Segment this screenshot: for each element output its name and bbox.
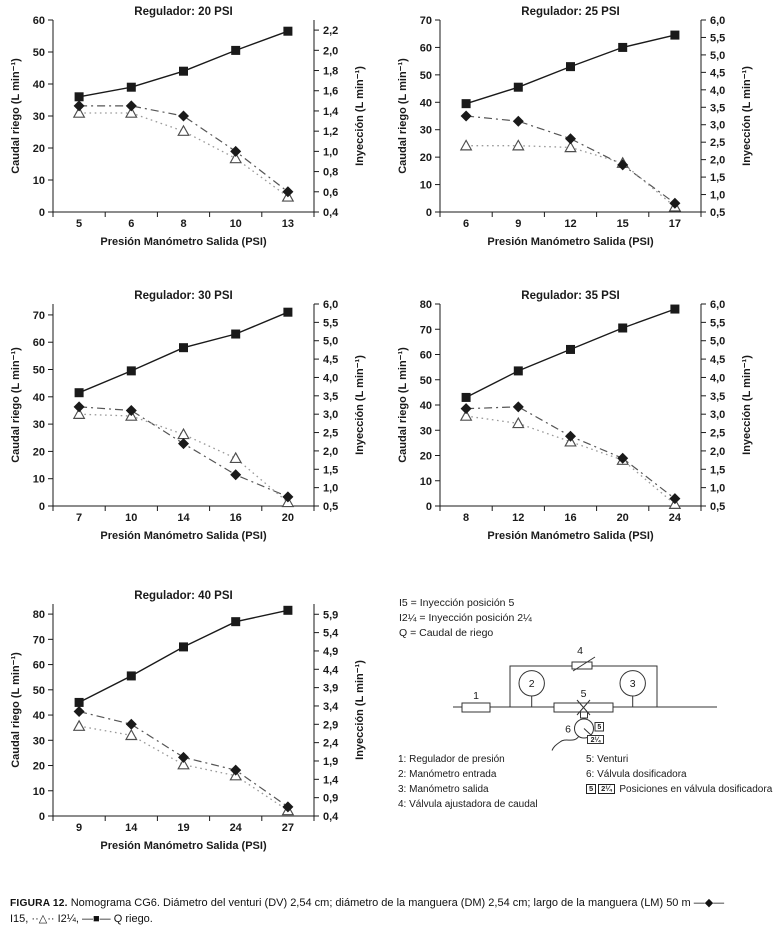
diamond-marker <box>230 765 241 776</box>
x-tick-label: 13 <box>281 218 295 230</box>
x-tick-label: 6 <box>128 218 135 230</box>
x-tick-label: 5 <box>76 218 83 230</box>
x-axis <box>53 212 314 248</box>
left-tick-label: 0 <box>38 811 45 823</box>
right-tick-label: 1,2 <box>323 126 339 139</box>
dosing-valve-number-label: 6 <box>565 723 571 736</box>
right-tick-label: 4,5 <box>710 67 726 80</box>
right-tick-label: 1,5 <box>710 464 726 477</box>
right-tick-label: 3,5 <box>710 102 726 115</box>
position-2-1-4-label: 2¼ <box>590 736 601 744</box>
square-marker <box>75 698 84 707</box>
left-tick-label: 60 <box>419 349 432 362</box>
left-tick-label: 60 <box>419 42 432 55</box>
flow-valve-number-label: 4 <box>577 645 583 657</box>
right-tick-label: 6,0 <box>323 299 339 311</box>
right-tick-label: 1,0 <box>323 146 339 159</box>
square-marker <box>618 43 627 52</box>
diamond-marker <box>461 403 472 414</box>
diamond-marker <box>178 752 189 763</box>
chart-cell-regulador-35-psi <box>395 288 773 550</box>
right-tick-label: 3,5 <box>710 390 726 403</box>
left-tick-label: 40 <box>32 710 45 723</box>
left-tick-label: 50 <box>32 47 45 59</box>
diagram-key-right-column <box>586 752 772 797</box>
right-tick-label: 5,0 <box>323 335 339 348</box>
legend-line-i5: I5 = Inyección posición 5 <box>399 597 515 609</box>
left-tick-label: 80 <box>419 299 432 311</box>
left-tick-label: 70 <box>32 309 45 322</box>
series-markers-i2 <box>461 140 680 211</box>
x-axis-title: Presión Manómetro Salida (PSI) <box>100 236 267 248</box>
caption-line-1 <box>10 896 772 912</box>
left-tick-label: 80 <box>32 609 45 622</box>
diamond-marker <box>282 491 293 502</box>
chart-title: Regulador: 40 PSI <box>134 590 233 602</box>
right-tick-label: 4,9 <box>323 645 339 658</box>
square-marker <box>127 671 136 680</box>
left-tick-label: 70 <box>419 324 432 337</box>
legend-diagram-panel <box>389 588 778 868</box>
square-marker <box>514 83 523 92</box>
square-marker <box>179 343 188 352</box>
triangle-marker <box>230 453 241 463</box>
venturi-symbol <box>554 688 613 715</box>
chart-regulador-40-psi <box>8 588 386 860</box>
key-item-4: 4: Válvula ajustadora de caudal <box>398 799 538 810</box>
series-markers-i5 <box>74 401 294 502</box>
right-tick-label: 2,0 <box>710 445 726 458</box>
right-tick-label: 1,8 <box>323 65 339 78</box>
key-item-5: 5: Venturi <box>586 754 629 765</box>
left-axis-title: Caudal riego (L min⁻¹) <box>10 347 22 463</box>
x-axis <box>440 212 701 248</box>
square-marker <box>566 345 575 354</box>
right-tick-label: 1,0 <box>710 482 726 495</box>
right-tick-label: 5,0 <box>710 335 726 348</box>
pressure-regulator-symbol <box>462 690 490 712</box>
flow-adjust-valve-symbol <box>572 645 595 671</box>
x-axis <box>53 816 314 852</box>
left-tick-label: 0 <box>38 207 45 219</box>
left-tick-label: 40 <box>32 79 45 91</box>
square-marker <box>283 27 292 36</box>
right-tick-label: 1,5 <box>710 172 726 185</box>
chart-title: Regulador: 30 PSI <box>134 290 233 302</box>
legend-line-q: Q = Caudal de riego <box>399 627 494 639</box>
diamond-marker <box>513 116 524 127</box>
series-line-i2 <box>79 414 288 502</box>
chart-cell-regulador-30-psi <box>8 288 386 550</box>
diamond-marker <box>126 405 137 416</box>
x-tick-label: 19 <box>177 822 190 834</box>
chart-cell-regulador-25-psi <box>395 4 773 256</box>
right-tick-label: 3,5 <box>323 390 339 403</box>
x-tick-label: 9 <box>515 218 522 230</box>
right-tick-label: 2,5 <box>710 427 726 440</box>
series-path <box>466 116 675 203</box>
left-tick-label: 30 <box>32 111 45 123</box>
right-tick-label: 4,5 <box>710 354 726 367</box>
left-tick-label: 50 <box>32 684 45 697</box>
right-tick-label: 3,0 <box>710 409 726 422</box>
chart-regulador-20-psi <box>8 4 386 256</box>
diamond-marker <box>565 431 576 442</box>
right-tick-label: 5,5 <box>710 317 726 330</box>
diamond-marker <box>126 719 137 730</box>
caption-text: Nomograma CG6. Diámetro del venturi (DV) 2,54 cm; diámetro de la manguera (DM) 2,54 cm; largo de la manguera (LM) 50 m —◆— <box>70 897 725 909</box>
outlet-gauge-number-label: 3 <box>629 678 636 691</box>
chart-regulador-25-psi <box>395 4 773 256</box>
square-marker <box>566 62 575 71</box>
square-marker <box>127 366 136 375</box>
diamond-marker <box>282 186 293 197</box>
square-marker <box>75 388 84 397</box>
chart-cell-regulador-40-psi <box>8 588 386 860</box>
left-tick-label: 40 <box>32 391 45 404</box>
square-marker <box>127 83 136 92</box>
x-tick-label: 14 <box>177 512 190 524</box>
right-tick-label: 2,0 <box>323 45 339 58</box>
diamond-marker <box>282 801 293 812</box>
chart-cell-regulador-20-psi <box>8 4 386 256</box>
square-marker <box>283 308 292 317</box>
square-marker <box>462 393 471 402</box>
right-tick-label: 0,5 <box>710 501 726 513</box>
series-markers-i2 <box>74 409 293 507</box>
right-tick-label: 5,5 <box>710 32 726 45</box>
x-tick-label: 6 <box>463 218 470 230</box>
chart-title: Regulador: 35 PSI <box>521 290 620 302</box>
series-line-i2 <box>466 146 675 207</box>
left-axis-title: Caudal riego (L min⁻¹) <box>10 58 22 174</box>
right-tick-label: 0,8 <box>323 166 339 179</box>
series-path <box>79 312 288 393</box>
left-tick-label: 60 <box>32 15 45 27</box>
outlet-gauge-symbol <box>620 671 645 707</box>
right-axis <box>701 299 753 513</box>
diamond-marker <box>617 159 628 170</box>
right-tick-label: 4,4 <box>323 664 339 677</box>
right-axis <box>314 20 366 219</box>
left-tick-label: 10 <box>32 473 45 486</box>
series-path <box>79 407 288 497</box>
left-tick-label: 50 <box>419 69 432 82</box>
key-item-3: 3: Manómetro salida <box>398 784 489 795</box>
right-tick-label: 2,9 <box>323 719 339 732</box>
chart-title: Regulador: 25 PSI <box>521 6 620 18</box>
caption-line-2: I15, ··△·· I2¼, —■— Q riego. <box>10 912 153 925</box>
square-marker <box>618 323 627 332</box>
series-line-q-riego <box>79 31 288 97</box>
right-tick-label: 1,4 <box>323 105 339 118</box>
inlet-gauge-number-label: 2 <box>528 678 535 691</box>
square-marker <box>179 67 188 76</box>
right-tick-label: 1,9 <box>323 755 339 768</box>
series-markers-i2 <box>461 411 680 509</box>
right-axis <box>701 15 753 219</box>
right-tick-label: 6,0 <box>710 15 726 27</box>
right-tick-label: 5,5 <box>323 317 339 330</box>
chart-regulador-35-psi <box>395 288 773 550</box>
x-tick-label: 12 <box>512 512 525 524</box>
series-markers-q-riego <box>75 27 293 102</box>
square-marker <box>670 305 679 314</box>
left-tick-label: 30 <box>419 124 432 137</box>
square-marker <box>179 642 188 651</box>
square-marker <box>462 99 471 108</box>
position-5-box <box>595 723 604 732</box>
x-tick-label: 9 <box>76 822 83 834</box>
inlet-gauge-symbol <box>519 671 544 707</box>
right-tick-label: 2,5 <box>710 137 726 150</box>
diamond-marker <box>126 100 137 111</box>
left-tick-label: 0 <box>425 207 432 219</box>
diamond-marker <box>669 493 680 504</box>
left-tick-label: 50 <box>419 374 432 387</box>
left-axis-title: Caudal riego (L min⁻¹) <box>10 652 22 768</box>
right-tick-label: 4,0 <box>710 84 726 97</box>
right-tick-label: 4,5 <box>323 354 339 367</box>
left-tick-label: 30 <box>32 419 45 432</box>
diamond-marker <box>74 401 85 412</box>
right-tick-label: 1,0 <box>710 189 726 202</box>
x-tick-label: 12 <box>564 218 577 230</box>
left-tick-label: 70 <box>419 15 432 27</box>
right-tick-label: 1,0 <box>323 482 339 495</box>
series-line-q-riego <box>79 610 288 702</box>
dosing-valve-symbol <box>552 712 604 751</box>
right-tick-label: 1,5 <box>323 464 339 477</box>
series-path <box>79 610 288 702</box>
left-axis <box>10 15 53 219</box>
position-5-label: 5 <box>597 724 602 731</box>
right-tick-label: 2,4 <box>323 737 339 750</box>
right-tick-label: 5,0 <box>710 49 726 62</box>
x-tick-label: 16 <box>229 512 242 524</box>
right-tick-label: 0,5 <box>323 501 339 513</box>
right-axis-title: Inyección (L min⁻¹) <box>354 660 366 760</box>
positions-key-text: Posiciones en válvula dosificadora <box>619 784 773 795</box>
right-tick-label: 0,9 <box>323 792 339 805</box>
regulator-number-label: 1 <box>473 690 479 702</box>
left-tick-label: 10 <box>32 175 45 187</box>
left-axis-title: Caudal riego (L min⁻¹) <box>397 347 409 463</box>
legend-line-i214: I2¼ = Inyección posición 2¼ <box>399 612 532 624</box>
left-tick-label: 10 <box>32 785 45 798</box>
left-tick-label: 30 <box>419 425 432 438</box>
square-marker <box>75 92 84 101</box>
x-tick-label: 24 <box>668 512 682 524</box>
series-markers-q-riego <box>75 606 293 707</box>
diagram-key-left-column <box>398 752 538 812</box>
right-tick-label: 2,5 <box>323 427 339 440</box>
left-tick-label: 0 <box>38 501 45 513</box>
left-tick-label: 20 <box>419 450 432 463</box>
series-markers-i5 <box>461 401 681 504</box>
position-5-box-glyph: 5 <box>586 784 596 794</box>
x-axis <box>440 506 701 542</box>
right-tick-label: 0,5 <box>710 207 726 219</box>
x-axis-title: Presión Manómetro Salida (PSI) <box>487 530 654 542</box>
key-item-positions <box>586 782 772 797</box>
triangle-marker <box>74 721 85 731</box>
right-tick-label: 2,0 <box>323 445 339 458</box>
triangle-marker <box>178 429 189 439</box>
key-item-6: 6: Válvula dosificadora <box>586 769 687 780</box>
left-tick-label: 0 <box>425 501 432 513</box>
series-markers-i5 <box>461 111 681 209</box>
series-path <box>466 146 675 207</box>
series-line-q-riego <box>79 312 288 393</box>
x-axis-title: Presión Manómetro Salida (PSI) <box>100 840 267 852</box>
left-tick-label: 20 <box>419 152 432 165</box>
x-tick-label: 20 <box>616 512 629 524</box>
x-tick-label: 8 <box>463 512 470 524</box>
left-tick-label: 30 <box>32 735 45 748</box>
diamond-marker <box>565 133 576 144</box>
triangle-marker <box>513 418 524 428</box>
x-tick-label: 17 <box>668 218 682 230</box>
right-tick-label: 0,4 <box>323 207 339 219</box>
series-path <box>79 414 288 502</box>
x-axis-title: Presión Manómetro Salida (PSI) <box>100 530 267 542</box>
x-axis-title: Presión Manómetro Salida (PSI) <box>487 236 654 248</box>
right-tick-label: 2,2 <box>323 25 339 38</box>
diamond-marker <box>513 401 524 412</box>
position-2-1-4-box <box>588 736 604 744</box>
left-tick-label: 50 <box>32 364 45 377</box>
series-line-i5 <box>466 116 675 203</box>
right-axis-title: Inyección (L min⁻¹) <box>741 66 753 166</box>
left-axis <box>397 15 440 219</box>
diamond-marker <box>74 706 85 717</box>
right-axis <box>314 604 366 823</box>
right-tick-label: 1,6 <box>323 85 339 98</box>
figure-caption <box>10 896 772 927</box>
x-tick-label: 15 <box>616 218 629 230</box>
diamond-marker <box>230 469 241 480</box>
square-marker <box>283 606 292 615</box>
diamond-marker <box>461 111 472 122</box>
left-tick-label: 40 <box>419 97 432 110</box>
series-markers-i2 <box>74 721 293 815</box>
x-tick-label: 20 <box>281 512 295 524</box>
left-tick-label: 20 <box>32 143 45 155</box>
left-tick-label: 10 <box>419 475 432 488</box>
right-tick-label: 1,4 <box>323 774 339 787</box>
right-axis <box>314 299 366 513</box>
right-tick-label: 4,0 <box>323 372 339 385</box>
left-axis-title: Caudal riego (L min⁻¹) <box>397 58 409 174</box>
right-axis-title: Inyección (L min⁻¹) <box>354 66 366 166</box>
square-marker <box>231 617 240 626</box>
x-tick-label: 8 <box>180 218 187 230</box>
series-line-i2 <box>466 416 675 504</box>
diamond-marker <box>178 111 189 122</box>
diamond-marker <box>230 146 241 157</box>
position-2-1-4-box-glyph: 2¼ <box>598 784 614 794</box>
left-tick-label: 20 <box>32 760 45 773</box>
right-axis-title: Inyección (L min⁻¹) <box>354 355 366 455</box>
triangle-marker <box>178 126 189 136</box>
series-markers-q-riego <box>75 308 293 398</box>
series-markers-i5 <box>74 100 294 197</box>
series-path <box>466 416 675 504</box>
x-tick-label: 27 <box>281 822 295 834</box>
left-tick-label: 20 <box>32 446 45 459</box>
right-tick-label: 6,0 <box>710 299 726 311</box>
x-tick-label: 24 <box>229 822 242 834</box>
left-tick-label: 10 <box>419 179 432 192</box>
square-marker <box>231 46 240 55</box>
left-tick-label: 40 <box>419 400 432 412</box>
series-line-i5 <box>79 407 288 497</box>
diamond-marker <box>178 438 189 449</box>
chart-regulador-30-psi <box>8 288 386 550</box>
left-tick-label: 60 <box>32 659 45 672</box>
square-marker <box>231 330 240 339</box>
x-tick-label: 10 <box>125 512 138 524</box>
series-path <box>79 31 288 97</box>
right-tick-label: 2,0 <box>710 154 726 167</box>
x-tick-label: 7 <box>76 512 83 524</box>
x-axis <box>53 506 314 542</box>
left-axis <box>10 304 53 513</box>
x-tick-label: 10 <box>229 218 242 230</box>
triangle-marker <box>126 730 137 740</box>
diamond-marker <box>74 100 85 111</box>
hose-line <box>552 736 579 751</box>
chart-title: Regulador: 20 PSI <box>134 6 233 18</box>
right-tick-label: 3,9 <box>323 682 339 695</box>
square-marker <box>514 366 523 375</box>
venturi-number-label: 5 <box>580 688 587 700</box>
x-tick-label: 14 <box>125 822 138 834</box>
x-tick-label: 16 <box>564 512 577 524</box>
right-tick-label: 3,0 <box>710 119 726 132</box>
diamond-marker <box>669 198 680 209</box>
triangle-marker <box>513 140 524 150</box>
series-markers-i2 <box>74 108 293 201</box>
right-axis-title: Inyección (L min⁻¹) <box>741 355 753 455</box>
left-axis <box>10 604 53 823</box>
right-tick-label: 3,0 <box>323 409 339 422</box>
series-legend <box>399 596 532 641</box>
right-tick-label: 0,6 <box>323 186 339 199</box>
right-tick-label: 5,9 <box>323 609 339 622</box>
series-markers-i5 <box>74 706 294 812</box>
left-tick-label: 70 <box>32 634 45 647</box>
right-tick-label: 3,4 <box>323 700 339 713</box>
square-marker <box>670 31 679 40</box>
key-item-1: 1: Regulador de presión <box>398 754 505 765</box>
key-item-2: 2: Manómetro entrada <box>398 769 497 780</box>
figure-number-label: FIGURA 12. <box>10 898 68 909</box>
left-tick-label: 60 <box>32 337 45 350</box>
right-tick-label: 4,0 <box>710 372 726 385</box>
right-tick-label: 5,4 <box>323 627 339 640</box>
left-axis <box>397 299 440 513</box>
triangle-marker <box>461 140 472 150</box>
right-tick-label: 0,4 <box>323 811 339 823</box>
